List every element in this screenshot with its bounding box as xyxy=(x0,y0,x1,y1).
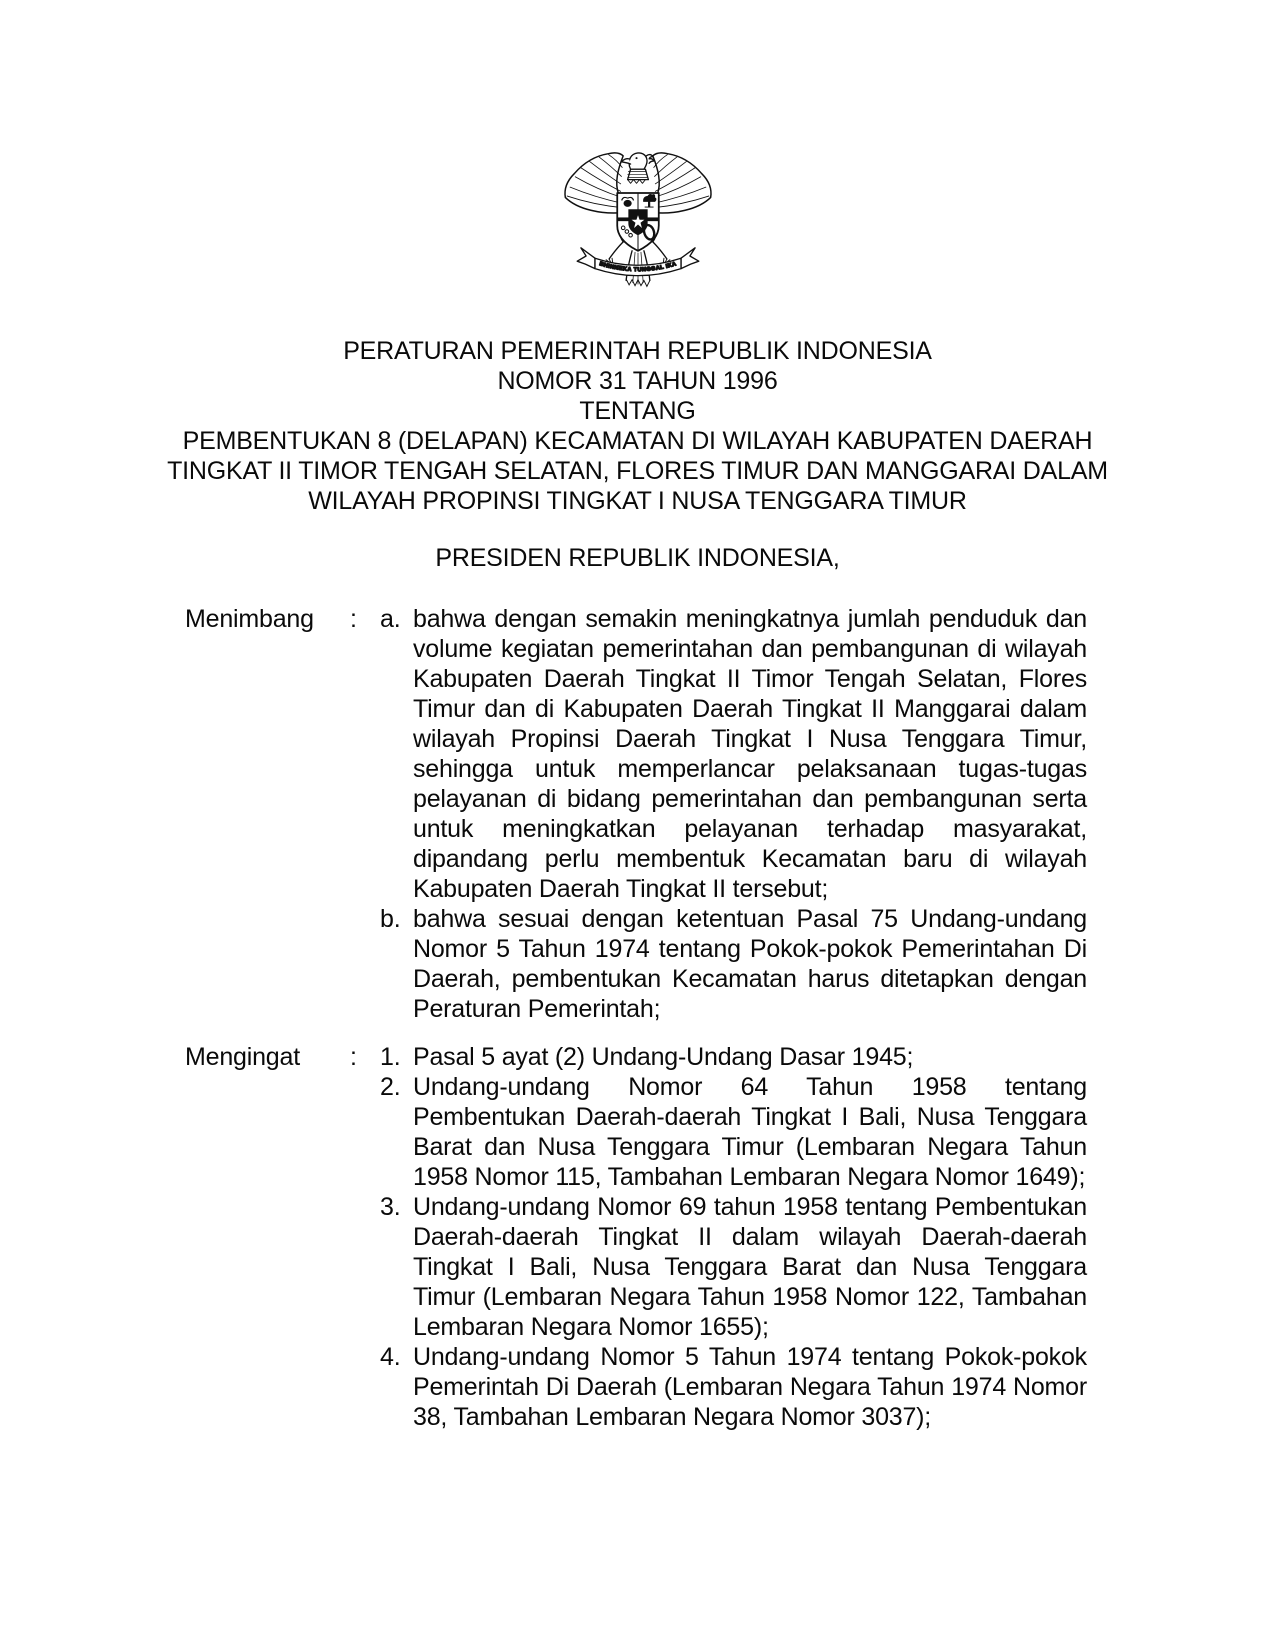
regulation-heading: PERATURAN PEMERINTAH REPUBLIK INDONESIA xyxy=(343,337,932,365)
consideration-item-b xyxy=(380,904,1087,1024)
menimbang-colon: : xyxy=(350,605,357,633)
tentang-label: TENTANG xyxy=(579,397,696,425)
item-marker: 3. xyxy=(380,1193,401,1221)
mengingat-items xyxy=(380,1042,1087,1432)
item-text: Undang-undang Nomor 5 Tahun 1974 tentang Pokok-pokok Pemerintah Di Daerah (Lembaran Negara Tahun 1974 Nomor 38, Tambahan Lembaran Negara Nomor 3037); xyxy=(413,1343,1087,1431)
item-marker: 2. xyxy=(380,1073,401,1101)
item-text: Undang-undang Nomor 64 Tahun 1958 tentang Pembentukan Daerah-daerah Tingkat I Bali, Nusa Tenggara Barat dan Nusa Tenggara Timur (Lembaran Negara Tahun 1958 Nomor 115, Tambahan Lembaran Negara Nomor 1649); xyxy=(413,1073,1087,1191)
item-marker: 4. xyxy=(380,1343,401,1371)
mengingat-label: Mengingat xyxy=(185,1043,300,1071)
garuda-pancasila-emblem xyxy=(556,147,720,299)
item-marker: b. xyxy=(380,905,401,933)
regulation-title-block xyxy=(0,336,1275,516)
legal-basis-item-2 xyxy=(380,1072,1087,1192)
item-text: Pasal 5 ayat (2) Undang-Undang Dasar 1945; xyxy=(413,1043,914,1071)
issuer-line: PRESIDEN REPUBLIK INDONESIA, xyxy=(435,544,840,572)
mengingat-section xyxy=(185,1042,1087,1432)
menimbang-items xyxy=(380,604,1087,1024)
legal-basis-item-1 xyxy=(380,1042,1087,1072)
eagle-head xyxy=(621,153,653,183)
legal-basis-item-3 xyxy=(380,1192,1087,1342)
menimbang-label: Menimbang xyxy=(185,605,314,633)
menimbang-section xyxy=(185,604,1087,1024)
garuda-eagle-graphic xyxy=(556,147,720,299)
consideration-item-a xyxy=(380,604,1087,904)
item-text: bahwa dengan semakin meningkatnya jumlah penduduk dan volume kegiatan pemerintahan dan pembangunan di wilayah Kabupaten Daerah Tingkat II Timor Tengah Selatan, Flores Timur dan di Kabupaten Daerah Tingkat II Manggarai dalam wilayah Propinsi Daerah Tingkat I Nusa Tenggara Timur, sehingga untuk memperlancar pelaksanaan tugas-tugas pelayanan di bidang pemerintahan dan pembangunan serta untuk meningkatkan pelayanan terhadap masyarakat, dipandang perlu membentuk Kecamatan baru di wilayah Kabupaten Daerah Tingkat II tersebut; xyxy=(413,605,1087,903)
subject-line-2: TINGKAT II TIMOR TENGAH SELATAN, FLORES TIMUR DAN MANGGARAI DALAM xyxy=(167,457,1108,485)
regulation-number: NOMOR 31 TAHUN 1996 xyxy=(497,367,778,395)
item-marker: a. xyxy=(380,605,401,633)
subject-line-3: WILAYAH PROPINSI TINGKAT I NUSA TENGGARA TIMUR xyxy=(308,487,967,515)
item-text: bahwa sesuai dengan ketentuan Pasal 75 Undang-undang Nomor 5 Tahun 1974 tentang Pokok-pokok Pemerintahan Di Daerah, pembentukan Kecamatan harus ditetapkan dengan Peraturan Pemerintah; xyxy=(413,905,1087,1023)
mengingat-colon: : xyxy=(350,1043,357,1071)
item-text: Undang-undang Nomor 69 tahun 1958 tentang Pembentukan Daerah-daerah Tingkat II dalam wilayah Daerah-daerah Tingkat I Bali, Nusa Tenggara Barat dan Nusa Tenggara Timur (Lembaran Negara Tahun 1958 Nomor 122, Tambahan Lembaran Negara Nomor 1655); xyxy=(413,1193,1087,1341)
legal-basis-item-4 xyxy=(380,1342,1087,1432)
emblem-motto-text: BHINNEKA TUNGGAL IKA xyxy=(598,261,677,274)
item-marker: 1. xyxy=(380,1043,401,1071)
subject-line-1: PEMBENTUKAN 8 (DELAPAN) KECAMATAN DI WILAYAH KABUPATEN DAERAH xyxy=(182,427,1093,455)
